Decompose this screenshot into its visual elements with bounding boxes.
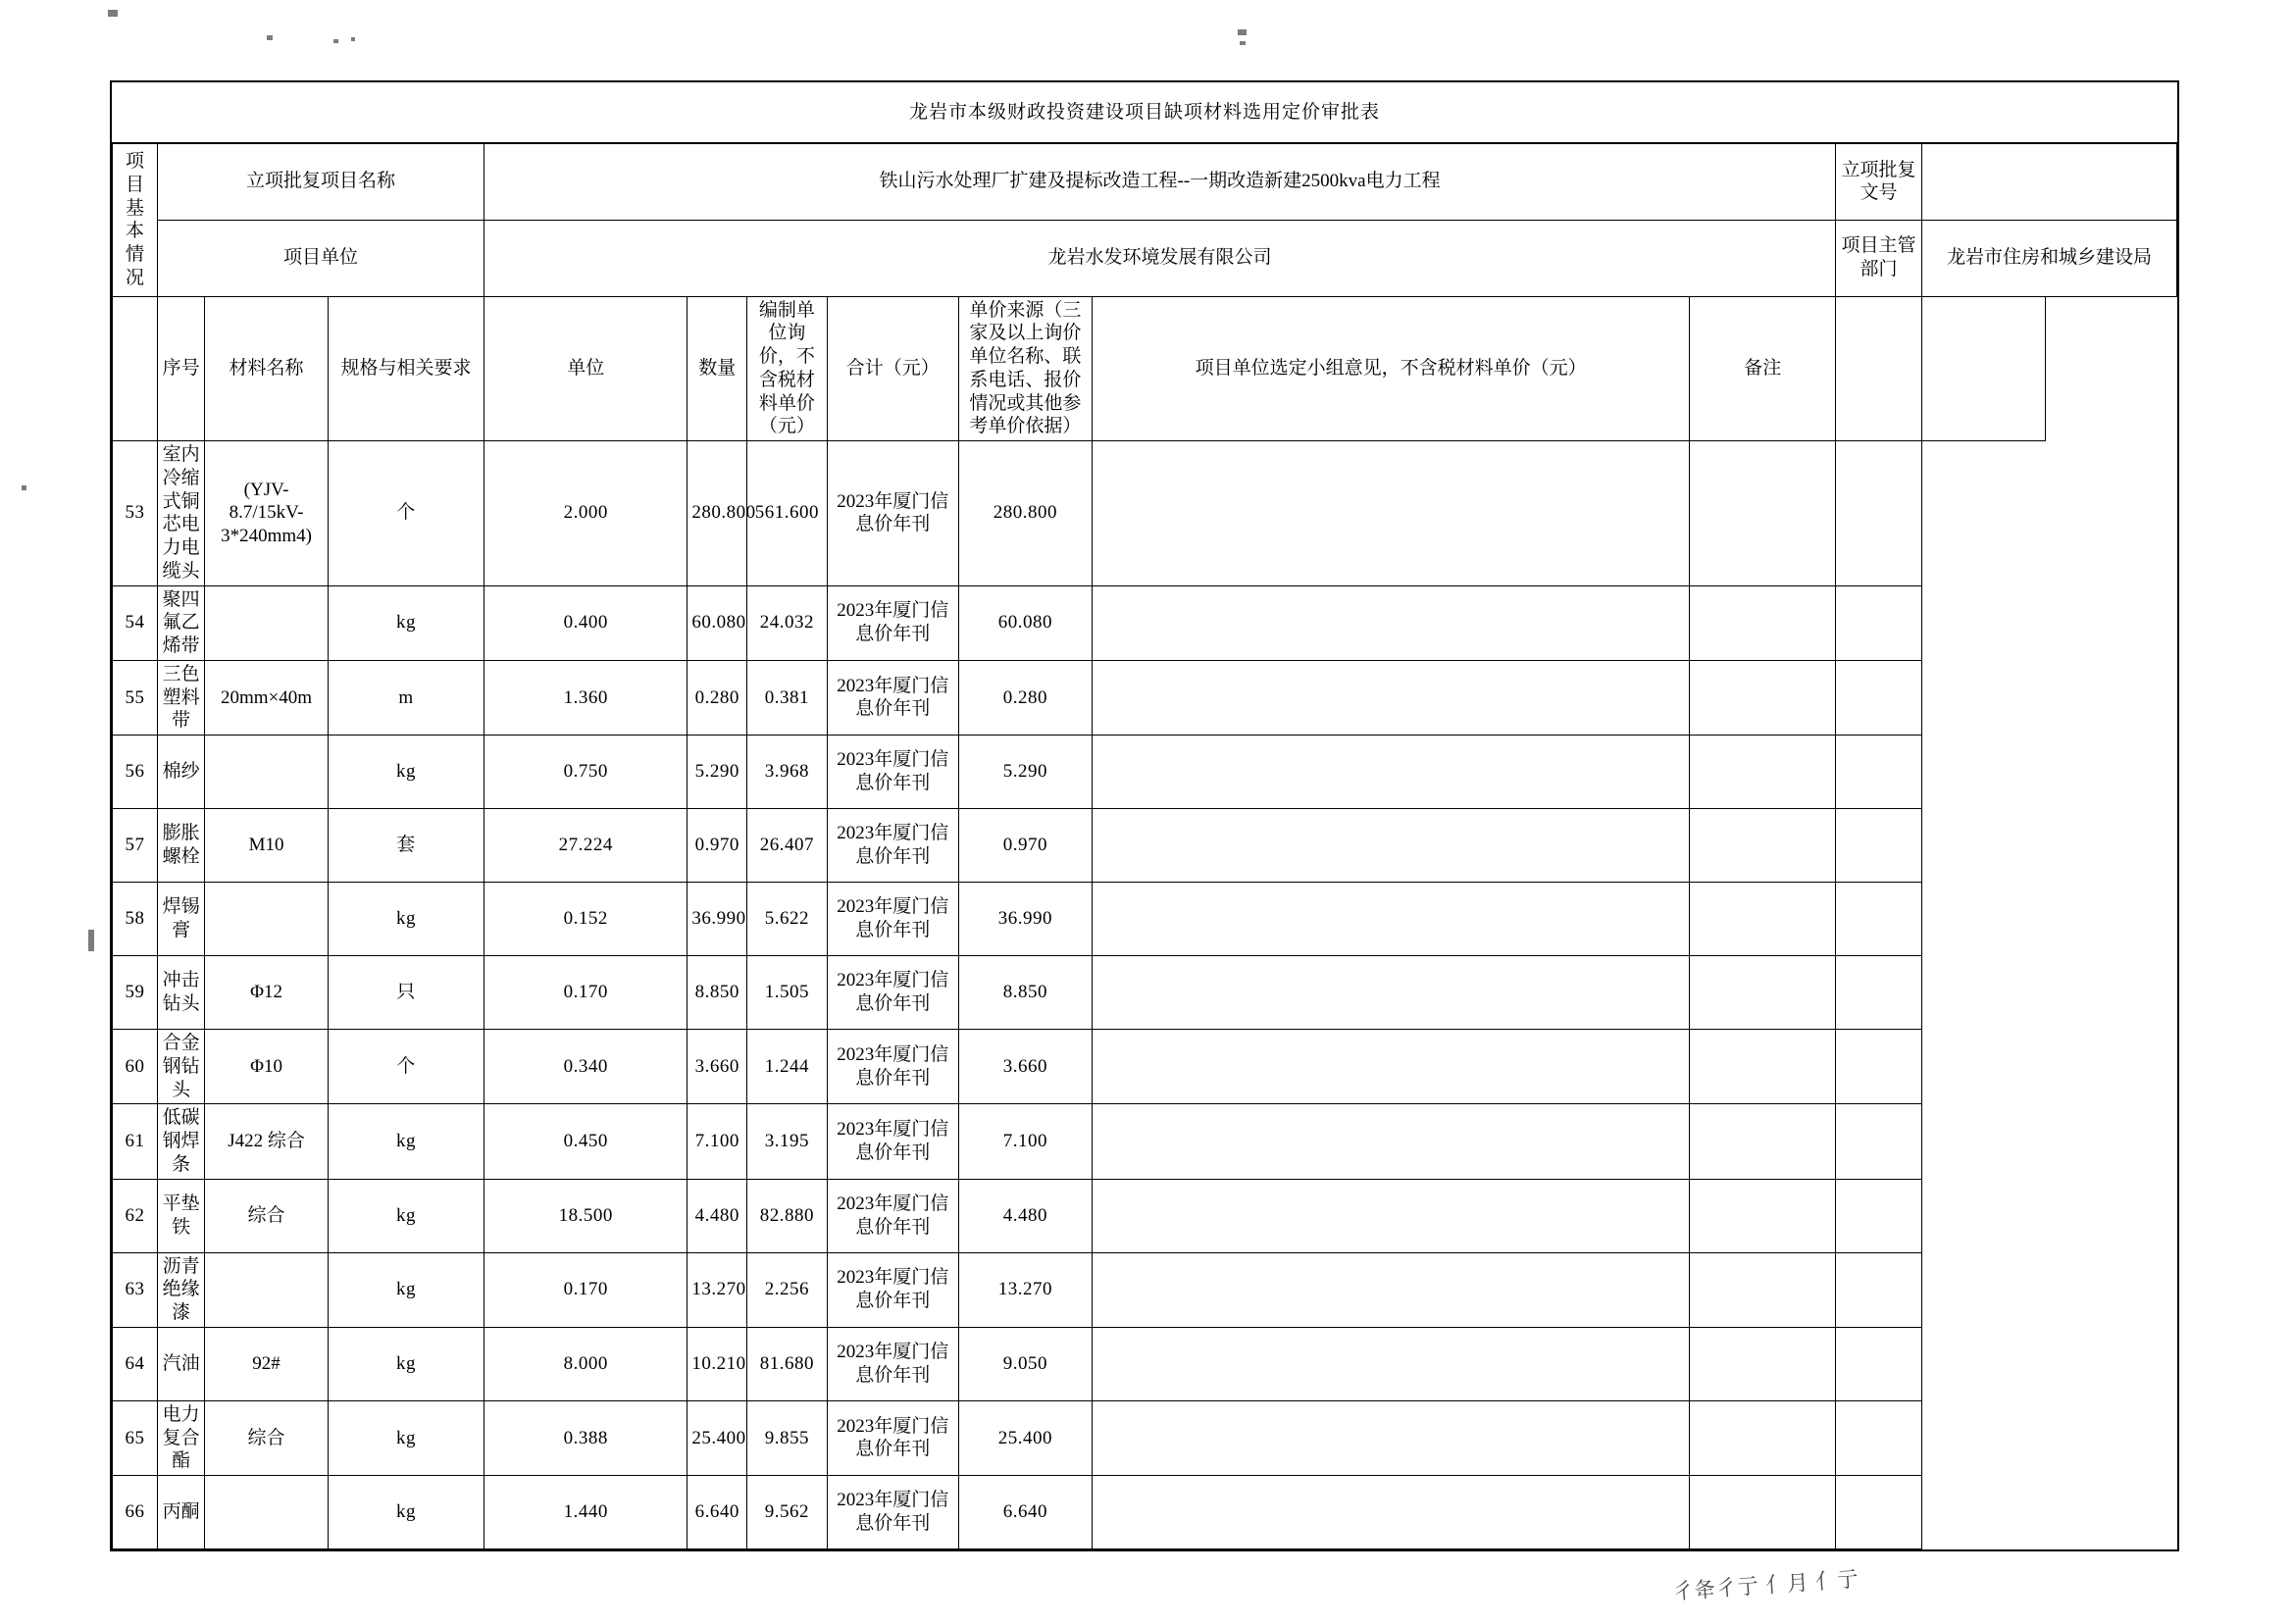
row-cell-material-name[interactable]: 聚四氟乙烯带 bbox=[158, 585, 205, 660]
column-header-extra2 bbox=[1922, 296, 2046, 441]
column-header-remark: 备注 bbox=[1690, 296, 1836, 441]
row-cell-selected-price[interactable]: 5.290 bbox=[958, 736, 1092, 809]
row-cell-seq[interactable]: 60 bbox=[113, 1030, 158, 1104]
row-cell-spec[interactable]: M10 bbox=[205, 809, 329, 883]
row-cell-extra2[interactable] bbox=[1836, 1030, 1922, 1104]
column-header-total: 合计（元） bbox=[827, 296, 958, 441]
row-cell-material-name[interactable]: 膨胀螺栓 bbox=[158, 809, 205, 883]
row-cell-compiled-price[interactable]: 0.280 bbox=[688, 660, 747, 735]
row-cell-material-name[interactable]: 汽油 bbox=[158, 1327, 205, 1400]
row-cell-material-name[interactable]: 焊锡膏 bbox=[158, 883, 205, 956]
column-header-compiled-price: 编制单位询价，不含税材料单价（元） bbox=[747, 296, 828, 441]
row-cell-extra2[interactable] bbox=[1836, 1400, 1922, 1475]
column-header-material-name: 材料名称 bbox=[205, 296, 329, 441]
row-cell-spec[interactable] bbox=[205, 736, 329, 809]
row-cell-unit[interactable]: kg bbox=[328, 1179, 484, 1252]
column-header-seq: 序号 bbox=[158, 296, 205, 441]
row-cell-quantity[interactable]: 27.224 bbox=[484, 809, 688, 883]
row-cell-spec[interactable]: Φ12 bbox=[205, 956, 329, 1030]
table-row bbox=[113, 883, 2177, 956]
row-cell-extra2[interactable] bbox=[1836, 883, 1922, 956]
row-cell-unit[interactable]: kg bbox=[328, 1104, 484, 1179]
row-cell-total[interactable]: 9.855 bbox=[747, 1400, 828, 1475]
row-cell-total[interactable]: 24.032 bbox=[747, 585, 828, 660]
row-cell-quantity[interactable]: 0.400 bbox=[484, 585, 688, 660]
row-cell-extra2[interactable] bbox=[1836, 1476, 1922, 1549]
row-cell-material-name[interactable]: 电力复合酯 bbox=[158, 1400, 205, 1475]
scan-speck bbox=[108, 10, 118, 17]
column-header-selected-price: 项目单位选定小组意见，不含税材料单价（元） bbox=[1092, 296, 1689, 441]
row-cell-total[interactable]: 1.244 bbox=[747, 1030, 828, 1104]
row-cell-remark[interactable] bbox=[1092, 736, 1689, 809]
row-cell-spec[interactable]: 92# bbox=[205, 1327, 329, 1400]
row-cell-total[interactable]: 1.505 bbox=[747, 956, 828, 1030]
approval-doc-value[interactable] bbox=[1922, 143, 2177, 220]
row-cell-compiled-price[interactable]: 13.270 bbox=[688, 1252, 747, 1327]
row-cell-seq[interactable]: 63 bbox=[113, 1252, 158, 1327]
row-cell-quantity[interactable]: 0.388 bbox=[484, 1400, 688, 1475]
row-cell-compiled-price[interactable]: 4.480 bbox=[688, 1179, 747, 1252]
row-cell-compiled-price[interactable]: 25.400 bbox=[688, 1400, 747, 1475]
basic-info-vertical-label-text: 项目基本情况 bbox=[126, 151, 145, 288]
row-cell-compiled-price[interactable]: 8.850 bbox=[688, 956, 747, 1030]
table-row bbox=[113, 1400, 2177, 1475]
scan-speck bbox=[351, 37, 355, 41]
row-cell-total[interactable]: 2.256 bbox=[747, 1252, 828, 1327]
row-cell-seq[interactable]: 55 bbox=[113, 660, 158, 735]
row-cell-total[interactable]: 3.195 bbox=[747, 1104, 828, 1179]
row-cell-price-source[interactable]: 2023年厦门信息价年刊 bbox=[827, 1179, 958, 1252]
project-unit-label: 项目单位 bbox=[158, 220, 484, 296]
row-cell-total[interactable]: 5.622 bbox=[747, 883, 828, 956]
row-cell-price-source[interactable]: 2023年厦门信息价年刊 bbox=[827, 1030, 958, 1104]
table-row bbox=[113, 956, 2177, 1030]
row-cell-quantity[interactable]: 0.170 bbox=[484, 956, 688, 1030]
row-cell-extra2[interactable] bbox=[1836, 441, 1922, 586]
row-cell-remark[interactable] bbox=[1092, 441, 1689, 586]
row-cell-unit[interactable]: 只 bbox=[328, 956, 484, 1030]
row-cell-remark[interactable] bbox=[1092, 660, 1689, 735]
project-unit-value[interactable]: 龙岩水发环境发展有限公司 bbox=[484, 220, 1836, 296]
header-spacer-left bbox=[113, 296, 158, 441]
row-cell-extra2[interactable] bbox=[1836, 1327, 1922, 1400]
row-cell-extra1[interactable] bbox=[1690, 441, 1836, 586]
row-cell-unit[interactable]: kg bbox=[328, 1252, 484, 1327]
row-cell-extra1[interactable] bbox=[1690, 883, 1836, 956]
row-cell-quantity[interactable]: 1.360 bbox=[484, 660, 688, 735]
row-cell-extra2[interactable] bbox=[1836, 809, 1922, 883]
table-row bbox=[113, 1104, 2177, 1179]
row-cell-extra1[interactable] bbox=[1690, 809, 1836, 883]
table-row bbox=[113, 809, 2177, 883]
row-cell-selected-price[interactable]: 36.990 bbox=[958, 883, 1092, 956]
row-cell-compiled-price[interactable]: 7.100 bbox=[688, 1104, 747, 1179]
row-cell-unit[interactable]: 套 bbox=[328, 809, 484, 883]
row-cell-selected-price[interactable]: 0.970 bbox=[958, 809, 1092, 883]
row-cell-remark[interactable] bbox=[1092, 956, 1689, 1030]
row-cell-unit[interactable]: kg bbox=[328, 1476, 484, 1549]
row-cell-extra1[interactable] bbox=[1690, 1400, 1836, 1475]
row-cell-total[interactable]: 3.968 bbox=[747, 736, 828, 809]
row-cell-spec[interactable]: 综合 bbox=[205, 1179, 329, 1252]
row-cell-material-name[interactable]: 平垫铁 bbox=[158, 1179, 205, 1252]
row-cell-selected-price[interactable]: 3.660 bbox=[958, 1030, 1092, 1104]
row-cell-unit[interactable]: 个 bbox=[328, 1030, 484, 1104]
table-row bbox=[113, 441, 2177, 586]
row-cell-unit[interactable]: kg bbox=[328, 736, 484, 809]
row-cell-selected-price[interactable]: 60.080 bbox=[958, 585, 1092, 660]
row-cell-extra1[interactable] bbox=[1690, 1179, 1836, 1252]
table-row bbox=[113, 585, 2177, 660]
row-cell-material-name[interactable]: 三色塑料带 bbox=[158, 660, 205, 735]
row-cell-extra2[interactable] bbox=[1836, 736, 1922, 809]
row-cell-compiled-price[interactable]: 60.080 bbox=[688, 585, 747, 660]
row-cell-unit[interactable]: 个 bbox=[328, 441, 484, 586]
row-cell-spec[interactable] bbox=[205, 585, 329, 660]
row-cell-price-source[interactable]: 2023年厦门信息价年刊 bbox=[827, 1327, 958, 1400]
page-title: 龙岩市本级财政投资建设项目缺项材料选用定价审批表 bbox=[113, 82, 2177, 143]
row-cell-extra1[interactable] bbox=[1690, 1327, 1836, 1400]
row-cell-material-name[interactable]: 室内冷缩式铜芯电力电缆头 bbox=[158, 441, 205, 586]
scan-speck bbox=[88, 930, 94, 951]
row-cell-compiled-price[interactable]: 5.290 bbox=[688, 736, 747, 809]
row-cell-spec[interactable]: (YJV-8.7/15kV-3*240mm4) bbox=[205, 441, 329, 586]
row-cell-seq[interactable]: 61 bbox=[113, 1104, 158, 1179]
row-cell-spec[interactable]: J422 综合 bbox=[205, 1104, 329, 1179]
row-cell-material-name[interactable]: 沥青绝缘漆 bbox=[158, 1252, 205, 1327]
column-header-unit: 单位 bbox=[484, 296, 688, 441]
row-cell-spec[interactable]: 20mm×40m bbox=[205, 660, 329, 735]
row-cell-price-source[interactable]: 2023年厦门信息价年刊 bbox=[827, 1400, 958, 1475]
row-cell-extra2[interactable] bbox=[1836, 1104, 1922, 1179]
row-cell-unit[interactable]: m bbox=[328, 660, 484, 735]
handwritten-signature-mark: 彳夅彳亍 亻月 亻亍 bbox=[1671, 1567, 1860, 1605]
row-cell-extra2[interactable] bbox=[1836, 1252, 1922, 1327]
row-cell-extra2[interactable] bbox=[1836, 1179, 1922, 1252]
row-cell-material-name[interactable]: 冲击钻头 bbox=[158, 956, 205, 1030]
row-cell-unit[interactable]: kg bbox=[328, 1400, 484, 1475]
table-row bbox=[113, 1327, 2177, 1400]
scan-speck bbox=[333, 39, 338, 43]
row-cell-remark[interactable] bbox=[1092, 809, 1689, 883]
row-cell-extra1[interactable] bbox=[1690, 1030, 1836, 1104]
row-cell-seq[interactable]: 56 bbox=[113, 736, 158, 809]
project-name-label: 立项批复项目名称 bbox=[158, 143, 484, 220]
project-unit-row bbox=[113, 220, 2177, 296]
row-cell-remark[interactable] bbox=[1092, 1030, 1689, 1104]
row-cell-quantity[interactable]: 8.000 bbox=[484, 1327, 688, 1400]
row-cell-seq[interactable]: 53 bbox=[113, 441, 158, 586]
row-cell-spec[interactable] bbox=[205, 1252, 329, 1327]
row-cell-total[interactable]: 0.381 bbox=[747, 660, 828, 735]
row-cell-price-source[interactable]: 2023年厦门信息价年刊 bbox=[827, 736, 958, 809]
row-cell-total[interactable]: 9.562 bbox=[747, 1476, 828, 1549]
row-cell-selected-price[interactable]: 280.800 bbox=[958, 441, 1092, 586]
supervising-dept-value[interactable]: 龙岩市住房和城乡建设局 bbox=[1922, 220, 2177, 296]
basic-info-vertical-label bbox=[113, 143, 158, 296]
row-cell-quantity[interactable]: 0.750 bbox=[484, 736, 688, 809]
row-cell-remark[interactable] bbox=[1092, 1476, 1689, 1549]
approval-form-sheet bbox=[110, 80, 2179, 1551]
row-cell-selected-price[interactable]: 0.280 bbox=[958, 660, 1092, 735]
row-cell-extra1[interactable] bbox=[1690, 1104, 1836, 1179]
row-cell-seq[interactable]: 62 bbox=[113, 1179, 158, 1252]
scan-speck bbox=[267, 35, 273, 40]
row-cell-seq[interactable]: 65 bbox=[113, 1400, 158, 1475]
row-cell-price-source[interactable]: 2023年厦门信息价年刊 bbox=[827, 1252, 958, 1327]
row-cell-extra1[interactable] bbox=[1690, 1476, 1836, 1549]
row-cell-remark[interactable] bbox=[1092, 1179, 1689, 1252]
row-cell-quantity[interactable]: 0.450 bbox=[484, 1104, 688, 1179]
table-row bbox=[113, 1030, 2177, 1104]
table-row bbox=[113, 1476, 2177, 1549]
table-header-row bbox=[113, 296, 2177, 441]
row-cell-extra1[interactable] bbox=[1690, 1252, 1836, 1327]
row-cell-seq[interactable]: 66 bbox=[113, 1476, 158, 1549]
row-cell-extra1[interactable] bbox=[1690, 660, 1836, 735]
row-cell-unit[interactable]: kg bbox=[328, 585, 484, 660]
row-cell-selected-price[interactable]: 6.640 bbox=[958, 1476, 1092, 1549]
row-cell-seq[interactable]: 57 bbox=[113, 809, 158, 883]
scan-speck bbox=[1240, 41, 1246, 45]
row-cell-remark[interactable] bbox=[1092, 1327, 1689, 1400]
title-row bbox=[113, 82, 2177, 143]
row-cell-price-source[interactable]: 2023年厦门信息价年刊 bbox=[827, 660, 958, 735]
row-cell-compiled-price[interactable]: 6.640 bbox=[688, 1476, 747, 1549]
row-cell-spec[interactable]: 综合 bbox=[205, 1400, 329, 1475]
row-cell-quantity[interactable]: 0.152 bbox=[484, 883, 688, 956]
row-cell-price-source[interactable]: 2023年厦门信息价年刊 bbox=[827, 883, 958, 956]
row-cell-price-source[interactable]: 2023年厦门信息价年刊 bbox=[827, 956, 958, 1030]
approval-form-table bbox=[112, 82, 2177, 1549]
row-cell-total[interactable]: 81.680 bbox=[747, 1327, 828, 1400]
row-cell-remark[interactable] bbox=[1092, 883, 1689, 956]
row-cell-quantity[interactable]: 0.170 bbox=[484, 1252, 688, 1327]
row-cell-extra1[interactable] bbox=[1690, 585, 1836, 660]
row-cell-quantity[interactable]: 1.440 bbox=[484, 1476, 688, 1549]
row-cell-total[interactable]: 82.880 bbox=[747, 1179, 828, 1252]
row-cell-quantity[interactable]: 18.500 bbox=[484, 1179, 688, 1252]
scan-speck bbox=[1238, 29, 1247, 35]
approval-doc-label: 立项批复文号 bbox=[1836, 143, 1922, 220]
row-cell-compiled-price[interactable]: 3.660 bbox=[688, 1030, 747, 1104]
row-cell-selected-price[interactable]: 9.050 bbox=[958, 1327, 1092, 1400]
row-cell-spec[interactable]: Φ10 bbox=[205, 1030, 329, 1104]
row-cell-compiled-price[interactable]: 280.800 bbox=[688, 441, 747, 586]
row-cell-unit[interactable]: kg bbox=[328, 1327, 484, 1400]
row-cell-remark[interactable] bbox=[1092, 1104, 1689, 1179]
row-cell-remark[interactable] bbox=[1092, 1252, 1689, 1327]
row-cell-selected-price[interactable]: 25.400 bbox=[958, 1400, 1092, 1475]
row-cell-price-source[interactable]: 2023年厦门信息价年刊 bbox=[827, 809, 958, 883]
column-header-price-source: 单价来源（三家及以上询价单位名称、联系电话、报价情况或其他参考单价依据） bbox=[958, 296, 1092, 441]
row-cell-seq[interactable]: 59 bbox=[113, 956, 158, 1030]
row-cell-extra2[interactable] bbox=[1836, 956, 1922, 1030]
row-cell-material-name[interactable]: 合金钢钻头 bbox=[158, 1030, 205, 1104]
row-cell-seq[interactable]: 54 bbox=[113, 585, 158, 660]
scan-speck bbox=[22, 485, 26, 490]
row-cell-selected-price[interactable]: 4.480 bbox=[958, 1179, 1092, 1252]
row-cell-extra2[interactable] bbox=[1836, 585, 1922, 660]
project-name-value[interactable]: 铁山污水处理厂扩建及提标改造工程--一期改造新建2500kva电力工程 bbox=[484, 143, 1836, 220]
row-cell-price-source[interactable]: 2023年厦门信息价年刊 bbox=[827, 441, 958, 586]
row-cell-quantity[interactable]: 0.340 bbox=[484, 1030, 688, 1104]
row-cell-total[interactable]: 26.407 bbox=[747, 809, 828, 883]
table-row bbox=[113, 1252, 2177, 1327]
row-cell-spec[interactable] bbox=[205, 883, 329, 956]
row-cell-total[interactable]: 561.600 bbox=[747, 441, 828, 586]
row-cell-compiled-price[interactable]: 10.210 bbox=[688, 1327, 747, 1400]
column-header-spec: 规格与相关要求 bbox=[328, 296, 484, 441]
row-cell-compiled-price[interactable]: 36.990 bbox=[688, 883, 747, 956]
row-cell-material-name[interactable]: 棉纱 bbox=[158, 736, 205, 809]
row-cell-price-source[interactable]: 2023年厦门信息价年刊 bbox=[827, 1476, 958, 1549]
row-cell-selected-price[interactable]: 8.850 bbox=[958, 956, 1092, 1030]
row-cell-price-source[interactable]: 2023年厦门信息价年刊 bbox=[827, 585, 958, 660]
row-cell-spec[interactable] bbox=[205, 1476, 329, 1549]
row-cell-compiled-price[interactable]: 0.970 bbox=[688, 809, 747, 883]
row-cell-material-name[interactable]: 丙酮 bbox=[158, 1476, 205, 1549]
row-cell-quantity[interactable]: 2.000 bbox=[484, 441, 688, 586]
column-header-extra1 bbox=[1836, 296, 1922, 441]
row-cell-remark[interactable] bbox=[1092, 1400, 1689, 1475]
row-cell-remark[interactable] bbox=[1092, 585, 1689, 660]
column-header-quantity: 数量 bbox=[688, 296, 747, 441]
table-body bbox=[113, 441, 2177, 1549]
row-cell-seq[interactable]: 58 bbox=[113, 883, 158, 956]
table-row bbox=[113, 1179, 2177, 1252]
project-name-row bbox=[113, 143, 2177, 220]
row-cell-extra1[interactable] bbox=[1690, 736, 1836, 809]
row-cell-selected-price[interactable]: 13.270 bbox=[958, 1252, 1092, 1327]
row-cell-extra1[interactable] bbox=[1690, 956, 1836, 1030]
table-row bbox=[113, 736, 2177, 809]
supervising-dept-label: 项目主管部门 bbox=[1836, 220, 1922, 296]
row-cell-material-name[interactable]: 低碳钢焊条 bbox=[158, 1104, 205, 1179]
row-cell-price-source[interactable]: 2023年厦门信息价年刊 bbox=[827, 1104, 958, 1179]
row-cell-unit[interactable]: kg bbox=[328, 883, 484, 956]
row-cell-seq[interactable]: 64 bbox=[113, 1327, 158, 1400]
row-cell-selected-price[interactable]: 7.100 bbox=[958, 1104, 1092, 1179]
table-row bbox=[113, 660, 2177, 735]
row-cell-extra2[interactable] bbox=[1836, 660, 1922, 735]
